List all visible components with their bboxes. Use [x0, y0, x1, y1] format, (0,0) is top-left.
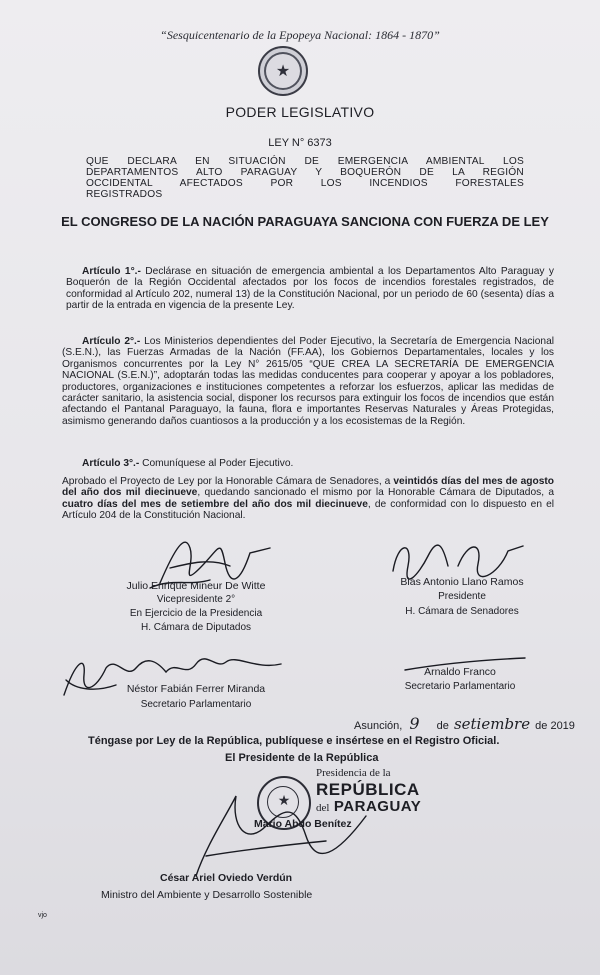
- promulgation-date: [354, 714, 575, 733]
- article-3: [82, 458, 552, 469]
- presidency-seal-icon: ★: [257, 776, 311, 830]
- presidency-country: PARAGUAY: [333, 798, 422, 815]
- approval-text: Aprobado el Proyecto de Ley por la Honorable Cámara de Senadores, a: [62, 476, 394, 487]
- article-3-label: Artículo 3°.-: [82, 458, 140, 469]
- article-2-label: Artículo 2°.-: [82, 336, 141, 347]
- subtitle-line: REGISTRADOS: [86, 189, 163, 200]
- epigraph: “Sesquicentenario de la Epopeya Nacional: 1864 - 1870”: [160, 28, 440, 42]
- handwritten-day: 9: [409, 714, 420, 733]
- minister-name: César Ariel Oviedo Verdún: [160, 872, 293, 884]
- subtitle-line: OCCIDENTAL AFECTADOS POR LOS INCENDIOS FORESTALES: [86, 178, 524, 189]
- approval-text: , de conformidad con lo dispuesto en el Artículo 204 de la Constitución Nacional.: [62, 498, 555, 522]
- deputies-sanction-date: cuatro días del mes de setiembre del año dos mil diecinueve: [62, 498, 368, 510]
- signature-abdo: [176, 786, 376, 886]
- law-number: LEY N° 6373: [268, 137, 332, 149]
- signatory-franco: [380, 666, 540, 692]
- subtitle-line: DEPARTAMENTOS ALTO PARAGUAY Y BOQUERÓN DE LA REGIÓN: [86, 167, 524, 178]
- article-1: [66, 266, 554, 312]
- legislative-power-heading: PODER LEGISLATIVO: [225, 104, 375, 120]
- presidency-small: Presidencia de la: [316, 767, 391, 779]
- article-2-text: Los Ministerios dependientes del Poder Ejecutivo, la Secretaría de Emergencia Nacional (S.E.N.), las Fuerzas Armadas de la Nación (FF.AA), los Gobiernos Departamentales, locales y los Organismos concurrentes por la Ley N° 2615/05 “QUE CREA LA SECRETARÍA DE EMERGENCIA NACIONAL (S.E.N.)”, adoptarán todas las medidas conducentes para cooperar y apoyar a los pobladores, productores, organizaciones e instituciones competentes a reforzar los esfuerzos, aplicar las medidas de carácter sanitario, la asistencia social, disponer los recursos para extinguir los focos de incendios que están afectando el Pantanal Paraguayo, la fauna, flora e importantes Reservas Naturales y Áreas Protegidas, asimismo generando daños cuantiosos a la producción y a los ecosistemas de la Región.: [62, 336, 554, 427]
- congress-seal-icon: ★: [258, 46, 308, 96]
- signatory-role: H. Cámara de Diputados: [140, 622, 252, 633]
- presidency-of: del: [316, 802, 330, 814]
- senate-approval-date: veintidós días del mes de agosto del año dos mil diecinueve: [62, 476, 554, 499]
- president-name: Mario Abdo Benítez: [254, 818, 352, 830]
- approval-text: , quedando sancionado el mismo por la Honorable Cámara de Diputados, a: [197, 487, 554, 499]
- article-2: [62, 336, 554, 427]
- signatory-llano: [372, 576, 552, 617]
- signatory-name: Blas Antonio Llano Ramos: [400, 576, 524, 588]
- signatory-name: Arnaldo Franco: [424, 666, 496, 678]
- signatory-mineur: [96, 580, 296, 633]
- sanction-heading: EL CONGRESO DE LA NACIÓN PARAGUAYA SANCIONA CON FUERZA DE LEY: [61, 214, 549, 229]
- signatory-role: Secretario Parlamentario: [404, 681, 516, 692]
- signatory-role: En Ejercicio de la Presidencia: [129, 608, 263, 619]
- handwritten-month: setiembre: [453, 715, 531, 733]
- signatory-role: Presidente: [438, 591, 486, 602]
- typist-initials: vjo: [38, 912, 47, 919]
- approval-paragraph: [62, 476, 554, 522]
- article-1-label: Artículo 1°.-: [82, 266, 141, 277]
- year: de 2019: [535, 720, 575, 732]
- presidency-republic: REPÚBLICA: [316, 780, 420, 799]
- signatory-role: Vicepresidente 2°: [156, 594, 236, 605]
- signatory-role: H. Cámara de Senadores: [405, 606, 519, 617]
- signatory-role: Secretario Parlamentario: [140, 699, 252, 710]
- city: Asunción,: [354, 720, 403, 732]
- date-connector: de: [436, 720, 449, 732]
- article-1-text: Declárase en situación de emergencia ambiental a los Departamentos Alto Paraguay y Boquerón de la Región Occidental afectados por los focos de incendios forestales registrados, de conformidad al Artículo 202, numeral 13) de la Constitución Nacional, por un periodo de 60 (sesenta) días a partir de la entrada en vigencia de la presente Ley.: [66, 266, 555, 312]
- subtitle-line: QUE DECLARA EN SITUACIÓN DE EMERGENCIA AMBIENTAL LOS: [86, 156, 524, 167]
- promulgation-decree: Téngase por Ley de la República, publíquese e insértese en el Registro Oficial.: [88, 735, 500, 747]
- signatory-name: Néstor Fabián Ferrer Miranda: [126, 683, 266, 695]
- signatory-name: Julio Enrique Mineur De Witte: [126, 580, 266, 592]
- article-3-text: Comuníquese al Poder Ejecutivo.: [142, 458, 294, 469]
- minister-title: Ministro del Ambiente y Desarrollo Sostenible: [101, 889, 313, 901]
- signatory-ferrer: [96, 683, 296, 710]
- president-label: El Presidente de la República: [225, 752, 379, 764]
- law-subtitle: [86, 156, 524, 200]
